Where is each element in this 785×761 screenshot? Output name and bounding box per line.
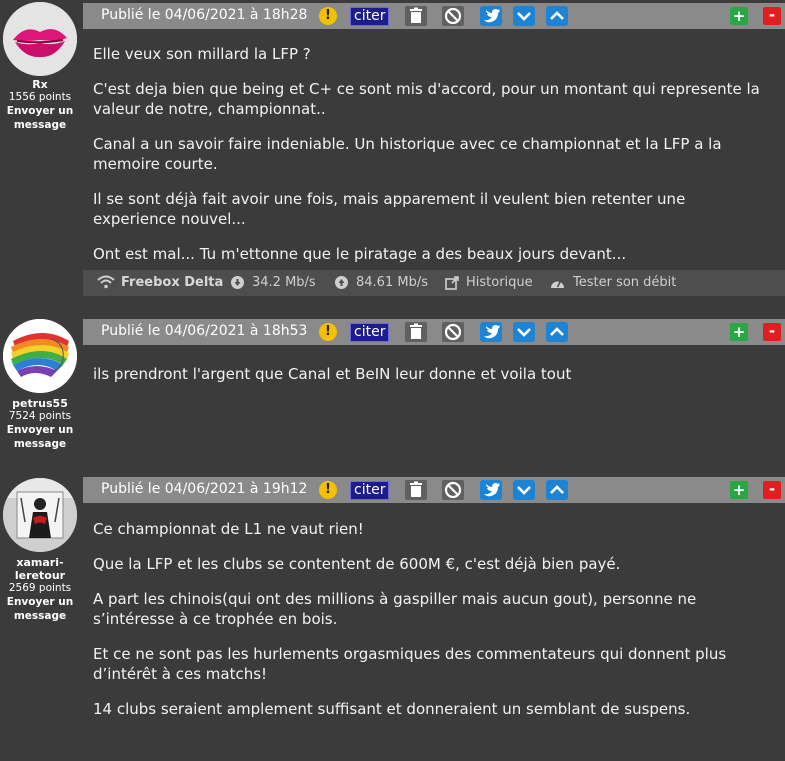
post-header [83,477,785,503]
downvote-minus-icon[interactable]: - [763,481,781,499]
avatar[interactable] [3,2,77,76]
downvote-minus-icon[interactable]: - [763,323,781,341]
connection-name: Freebox Delta [121,275,224,290]
upload-speed: 84.61 Mb/s [356,275,428,290]
post-date: Publié le 04/06/2021 à 18h28 [101,7,308,23]
post-paragraph: Et ce ne sont pas les hurlements orgasmiques des commentateurs qui donnent plus d’intérêt à ces matchs! [93,645,727,683]
user-info [0,319,80,451]
twitter-share-icon[interactable] [480,6,502,26]
user-info [0,2,80,132]
external-link-icon [445,276,459,294]
connection-footer [83,270,785,296]
username[interactable]: petrus55 [12,397,68,410]
post-paragraph: A part les chinois(qui ont des millions à gaspiller mais aucun gout), personne ne s’intéresse à ce trophée en bois. [93,590,697,628]
post-body [93,519,773,734]
upvote-plus-icon[interactable]: + [730,7,748,25]
block-icon[interactable] [442,480,464,500]
post-2 [0,316,785,466]
wifi-icon [97,275,115,293]
post-1 [0,0,785,300]
report-warning-icon[interactable]: ! [319,7,337,25]
twitter-share-icon[interactable] [480,480,502,500]
downvote-minus-icon[interactable]: - [763,7,781,25]
download-icon [231,276,244,293]
post-3 [0,474,785,761]
post-paragraph: Ont est mal... Tu m'ettonne que le piratage a des beaux jours devant... [93,245,627,263]
username[interactable]: Rx [32,78,48,91]
send-message-link[interactable]: Envoyer un message [6,105,74,131]
chevron-up-icon[interactable] [546,6,568,26]
delete-trash-icon[interactable] [405,6,427,26]
post-paragraph: Canal a un savoir faire indeniable. Un historique avec ce championnat et la LFP a la memoire courte. [93,135,722,173]
report-warning-icon[interactable]: ! [319,481,337,499]
chevron-down-icon[interactable] [513,480,535,500]
post-paragraph: Que la LFP et les clubs se contentent de 600M €, c'est déjà bien payé. [93,555,621,573]
post-header [83,319,785,345]
post-paragraph: 14 clubs seraient amplement suffisant et donneraient un semblant de suspens. [93,700,691,718]
post-date: Publié le 04/06/2021 à 19h12 [101,481,308,497]
twitter-share-icon[interactable] [480,322,502,342]
send-message-link[interactable]: Envoyer un message [6,424,74,450]
post-body [93,364,773,399]
report-warning-icon[interactable]: ! [319,323,337,341]
user-points: 2569 points [8,582,72,594]
chevron-down-icon[interactable] [513,322,535,342]
speedometer-icon [550,276,565,293]
upvote-plus-icon[interactable]: + [730,323,748,341]
chevron-up-icon[interactable] [546,322,568,342]
username[interactable]: xamari-leretour [14,556,66,582]
delete-trash-icon[interactable] [405,480,427,500]
user-points: 1556 points [8,91,72,103]
post-paragraph: Elle veux son millard la LFP ? [93,45,311,63]
speedtest-link[interactable]: Tester son débit [573,275,677,290]
upvote-plus-icon[interactable]: + [730,481,748,499]
post-paragraph: C'est deja bien que being et C+ ce sont mis d'accord, pour un montant qui represente la valeur de notre, championnat.. [93,80,760,118]
post-paragraph: Ce championnat de L1 ne vaut rien! [93,520,364,538]
chevron-up-icon[interactable] [546,480,568,500]
upload-icon [335,276,348,293]
history-link[interactable]: Historique [466,275,533,290]
download-speed: 34.2 Mb/s [252,275,316,290]
post-date: Publié le 04/06/2021 à 18h53 [101,323,308,339]
user-points: 7524 points [8,410,72,422]
send-message-link[interactable]: Envoyer un message [6,596,74,622]
post-paragraph: ils prendront l'argent que Canal et BeIN leur donne et voila tout [93,365,572,383]
block-icon[interactable] [442,6,464,26]
quote-button[interactable]: citer [350,323,389,342]
avatar[interactable] [3,319,77,393]
user-info [0,478,80,623]
block-icon[interactable] [442,322,464,342]
chevron-down-icon[interactable] [513,6,535,26]
post-body [93,44,773,279]
quote-button[interactable]: citer [350,7,389,26]
quote-button[interactable]: citer [350,481,389,500]
delete-trash-icon[interactable] [405,322,427,342]
post-paragraph: Il se sont déjà fait avoir une fois, mais apparement il veulent bien retenter une experience nouvel... [93,190,686,228]
post-header [83,3,785,29]
avatar[interactable] [3,478,77,552]
